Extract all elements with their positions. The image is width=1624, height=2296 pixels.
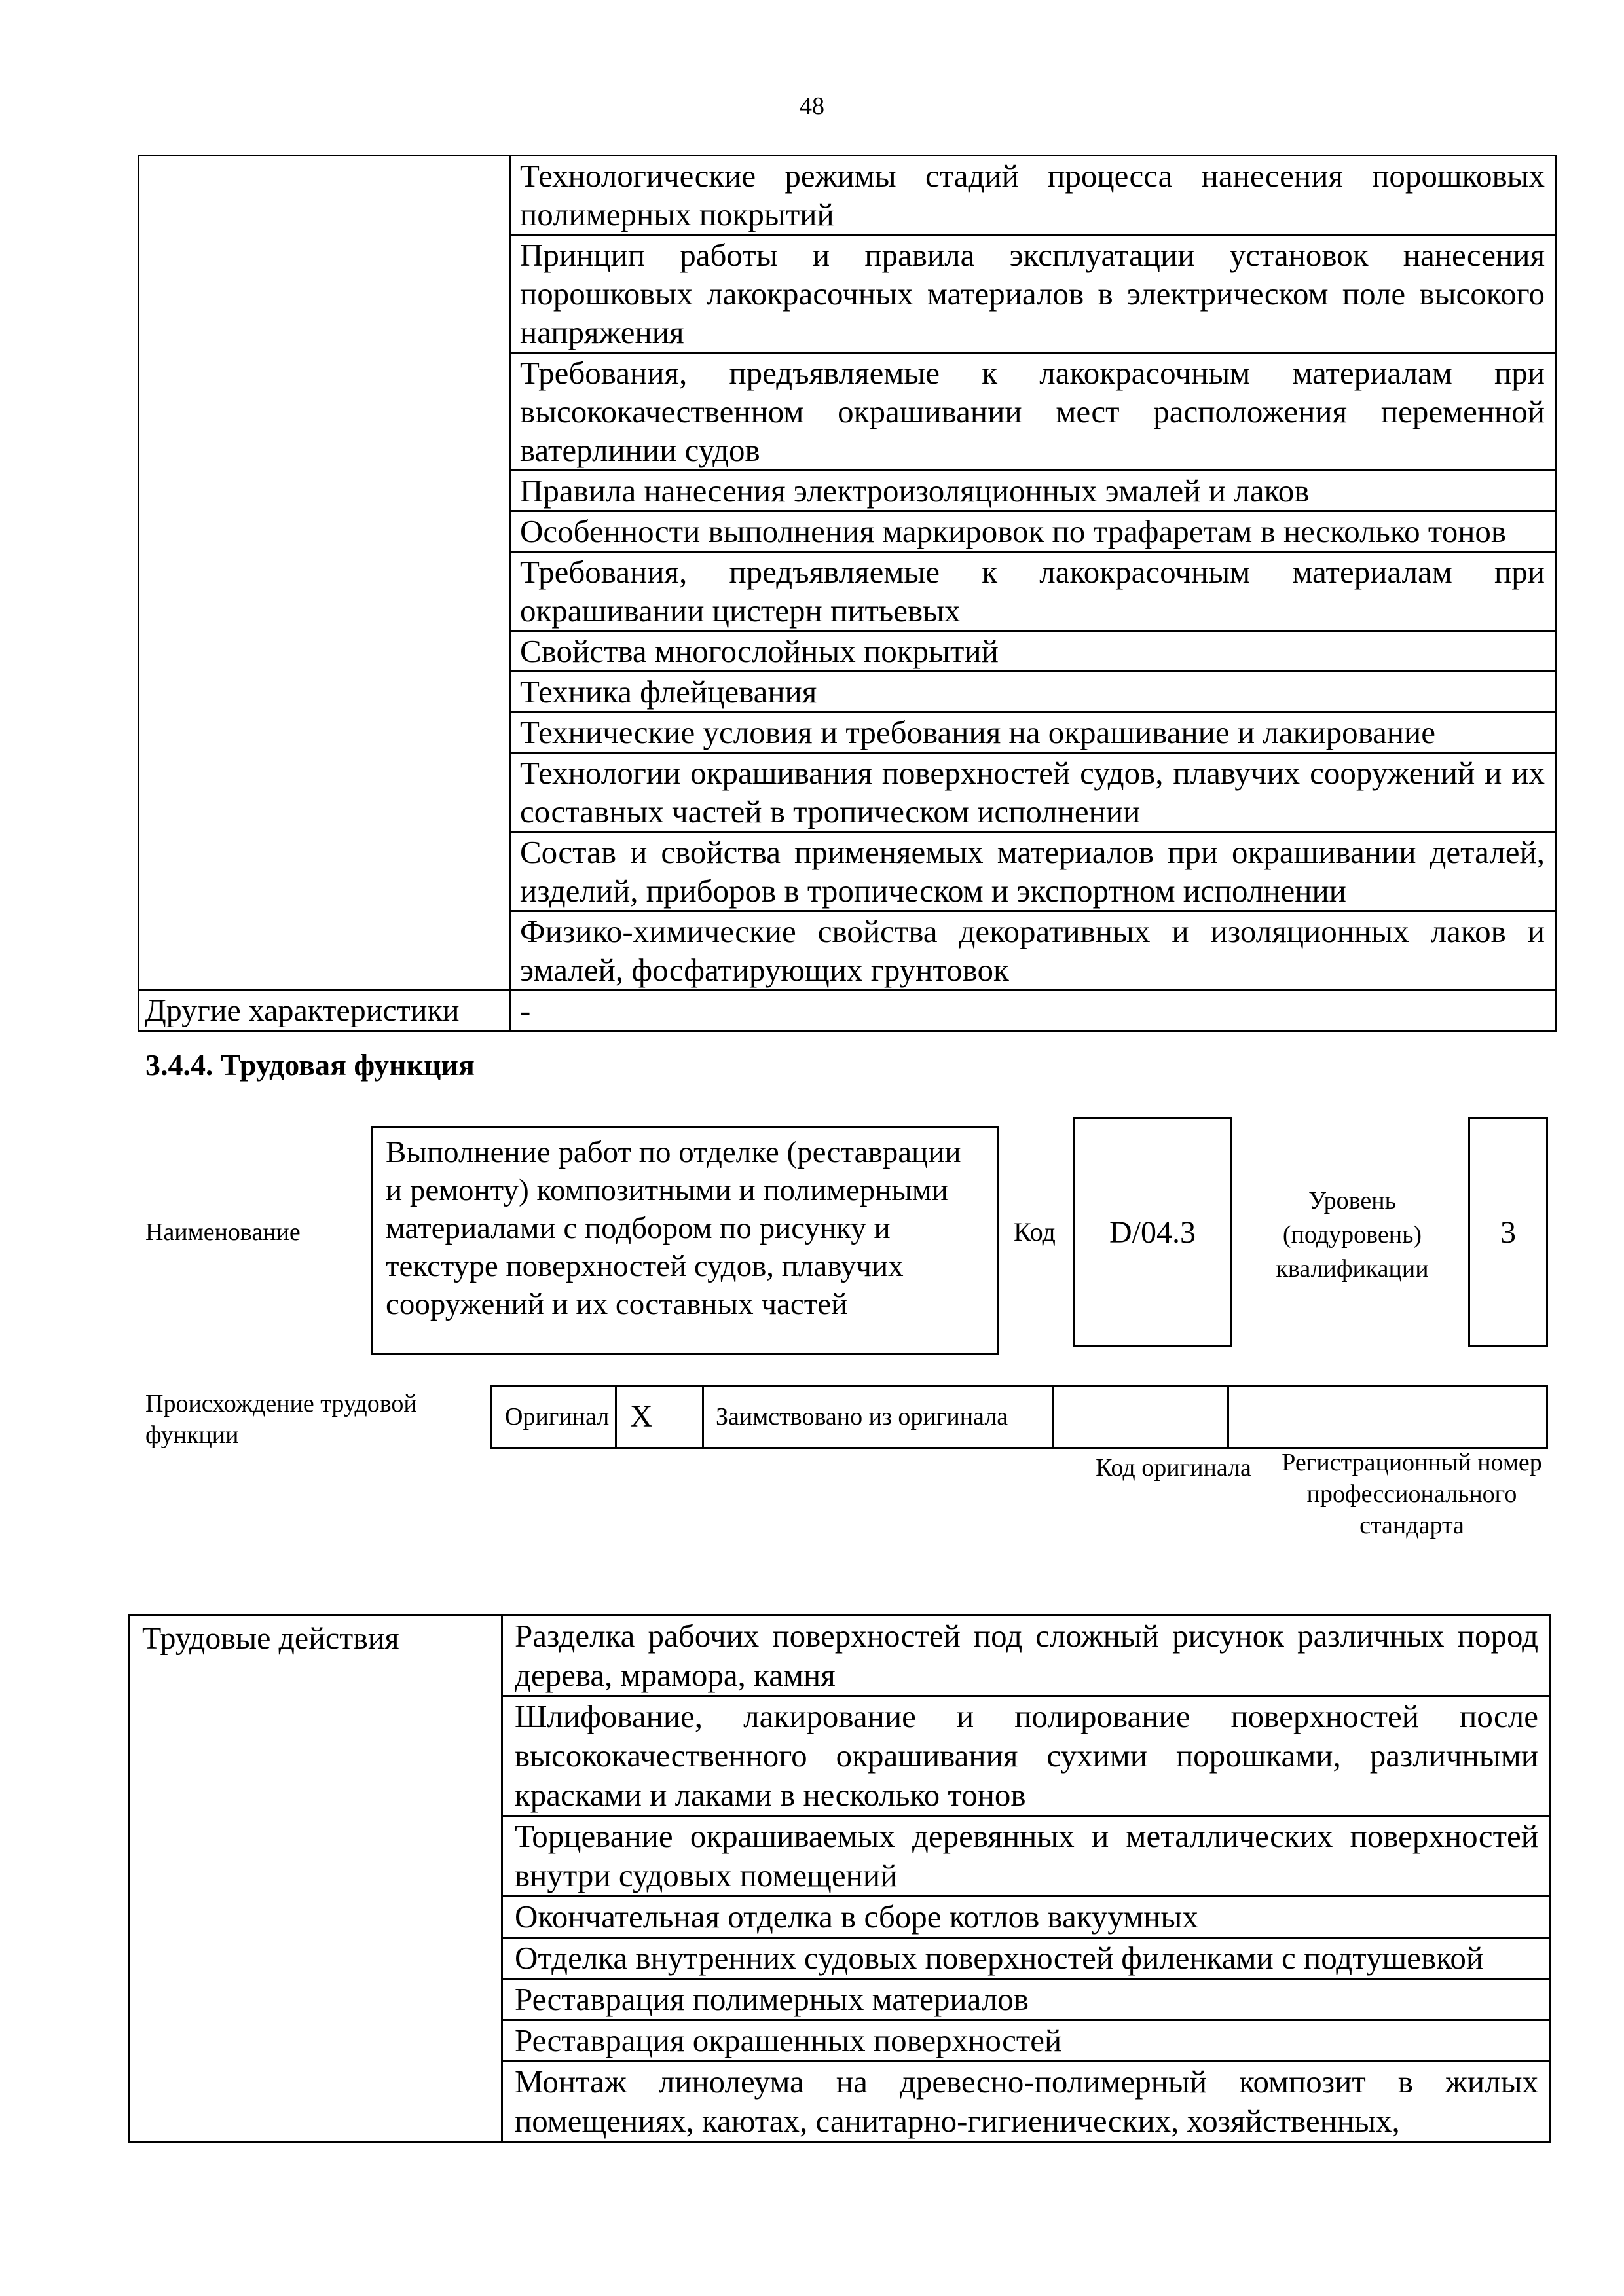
knowledge-item: Принцип работы и правила эксплуатации установок нанесения порошковых лакокрасочных материалов в электрическом поле высокого напряжения: [510, 235, 1557, 353]
registration-number-cell: [1228, 1386, 1547, 1448]
knowledge-table: [138, 155, 1557, 1032]
function-name-box: Выполнение работ по отделке (реставрации и ремонту) композитными и полимерными материалами с подбором по рисунку и текстуре поверхностей судов, плавучих сооружений и их составных частей: [371, 1126, 999, 1355]
table-row: [139, 156, 1557, 235]
qualification-level-box: [1468, 1117, 1548, 1347]
knowledge-item: Состав и свойства применяемых материалов при окрашивании деталей, изделий, приборов в тропическом и экспортном исполнении: [510, 832, 1557, 911]
function-code-value: D/04.3: [1109, 1214, 1196, 1250]
section-title: 3.4.4. Трудовая функция: [145, 1048, 475, 1082]
labor-action-item: Реставрация полимерных материалов: [502, 1979, 1550, 2020]
original-mark: X: [616, 1386, 703, 1448]
knowledge-item: Требования, предъявляемые к лакокрасочным материалам при высококачественном окрашивании мест расположения переменной ватерлинии судов: [510, 353, 1557, 471]
knowledge-item: Технологии окрашивания поверхностей судов, плавучих сооружений и их составных частей в тропическом исполнении: [510, 753, 1557, 832]
labor-action-item: Реставрация окрашенных поверхностей: [502, 2020, 1550, 2062]
other-characteristics-value: -: [510, 991, 1557, 1031]
knowledge-label-cell: [139, 156, 510, 991]
labor-action-item: Монтаж линолеума на древесно-полимерный композит в жилых помещениях, каютах, санитарно-гигиенических, хозяйственных,: [502, 2062, 1550, 2142]
page-number: 48: [800, 92, 824, 120]
knowledge-item: Свойства многослойных покрытий: [510, 631, 1557, 672]
qualification-level-value: 3: [1500, 1214, 1516, 1250]
other-characteristics-label: Другие характеристики: [139, 991, 510, 1031]
labor-actions-table: [128, 1614, 1551, 2143]
table-row: [491, 1386, 1547, 1448]
labor-action-item: Окончательная отделка в сборе котлов вакуумных: [502, 1897, 1550, 1938]
knowledge-item: Требования, предъявляемые к лакокрасочным материалам при окрашивании цистерн питьевых: [510, 552, 1557, 631]
knowledge-item: Технические условия и требования на окрашивание и лакирование: [510, 712, 1557, 753]
origin-label: Происхождение трудовой функции: [145, 1390, 417, 1449]
code-label: Код: [1014, 1217, 1056, 1247]
function-code-box: [1073, 1117, 1232, 1347]
labor-action-item: Торцевание окрашиваемых деревянных и металлических поверхностей внутри судовых помещений: [502, 1816, 1550, 1897]
knowledge-item: Техника флейцевания: [510, 672, 1557, 712]
origin-table: [490, 1385, 1548, 1449]
knowledge-item: Особенности выполнения маркировок по трафаретам в несколько тонов: [510, 511, 1557, 552]
labor-action-item: Отделка внутренних судовых поверхностей филенками с подтушевкой: [502, 1938, 1550, 1979]
name-label: Наименование: [145, 1218, 301, 1246]
registration-number-caption: Регистрационный номер профессионального стандарта: [1282, 1449, 1542, 1539]
labor-action-item: Разделка рабочих поверхностей под сложный рисунок различных пород дерева, мрамора, камня: [502, 1616, 1550, 1696]
borrowed-label: Заимствовано из оригинала: [703, 1386, 1054, 1448]
knowledge-item: Физико-химические свойства декоративных и изоляционных лаков и эмалей, фосфатирующих грунтовок: [510, 911, 1557, 991]
knowledge-item: Технологические режимы стадий процесса нанесения порошковых полимерных покрытий: [510, 156, 1557, 235]
code-original-caption: Код оригинала: [1096, 1454, 1251, 1482]
labor-actions-label: Трудовые действия: [130, 1616, 502, 2142]
labor-action-item: Шлифование, лакирование и полирование поверхностей после высококачественного окрашивания сухими порошками, различными красками и лаками в несколько тонов: [502, 1696, 1550, 1816]
knowledge-item: Правила нанесения электроизоляционных эмалей и лаков: [510, 471, 1557, 511]
table-row: [139, 991, 1557, 1031]
original-label: Оригинал: [491, 1386, 616, 1448]
table-row: [130, 1616, 1550, 1696]
level-label: Уровень (подуровень) квалификации: [1276, 1187, 1429, 1283]
original-code-cell: [1054, 1386, 1228, 1448]
